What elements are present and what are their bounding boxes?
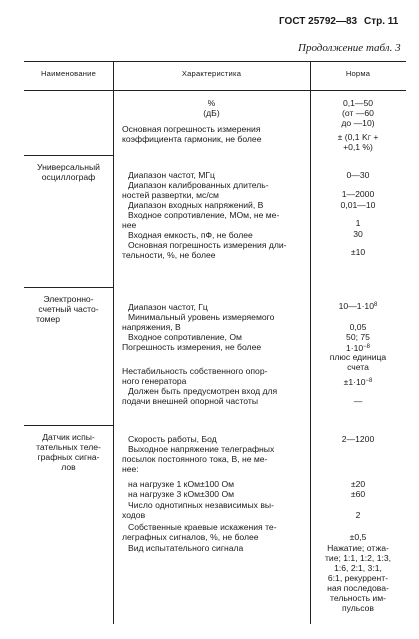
norm-gen-signal-3: 1:6, 2:1, 3:1, [334, 563, 382, 573]
norm-gen-signal-7: пульсов [342, 603, 374, 613]
char-percent: % [207, 98, 216, 108]
name-generator-2: тательных теле- [36, 442, 101, 452]
norm-counter-frequency: $10—1\cdot 10^8$ [338, 301, 378, 311]
char-counter-stability-2: ного генератора [122, 376, 187, 386]
norm-gen-distortion: ±0,5 [349, 532, 367, 542]
norm-osc-frequency: 0—30 [346, 170, 370, 180]
char-gen-voltage-2: посылок постоянного тока, В, не ме- [122, 454, 268, 464]
char-counter-frequency: Диапазон частот, Гц [128, 302, 208, 312]
column-header-characteristic: Характеристика [181, 69, 242, 78]
char-gen-signal-type: Вид испытательного сигнала [128, 543, 244, 553]
name-oscilloscope-2: осциллограф [41, 172, 96, 182]
norm-osc-error: ±10 [350, 247, 366, 257]
char-counter-level-2: напряжения, В [122, 322, 181, 332]
norm-counter-voltage: 0,05 [349, 322, 367, 332]
norm-osc-sweep: 1—2000 [341, 189, 375, 199]
norm-gen-load-1k: ±20 [350, 479, 366, 489]
norm-gen-outputs: 2 [355, 510, 361, 520]
char-gen-load-3k: на нагрузке 3 кОм±300 Ом [128, 489, 235, 499]
char-counter-stability-1: Нестабильность собственного опор- [122, 366, 268, 376]
standard-number: ГОСТ 25792—83 [279, 16, 358, 27]
norm-osc-capacitance: 30 [353, 229, 363, 239]
char-osc-resistance-1: Входное сопротивление, МОм, не ме- [128, 210, 280, 220]
char-osc-error-2: тельности, %, не более [122, 250, 216, 260]
char-osc-sweep-2: ностей развертки, мс/см [122, 190, 219, 200]
name-oscilloscope-1: Универсальный [37, 162, 100, 172]
char-harmonic-error-1: Основная погрешность измерения [122, 124, 261, 134]
norm-harmonic-error-1: ± (0,1 KГ + [337, 132, 379, 142]
char-db: (дБ) [203, 108, 220, 118]
norm-counter-accuracy: $1\cdot 10^{-8}$ [345, 343, 371, 353]
name-counter-2: счетный часто- [38, 304, 99, 314]
char-counter-level-1: Минимальный уровень измеряемого [128, 312, 275, 322]
char-osc-voltage: Диапазон входных напряжений, В [128, 200, 264, 210]
norm-gen-signal-2: тие; 1:1, 1:2, 1:3, [324, 553, 392, 563]
norm-range-to: до —10) [341, 118, 375, 128]
char-gen-outputs-2: ходов [122, 510, 146, 520]
char-counter-input-2: подачи внешней опорной частоты [122, 396, 259, 406]
char-osc-error-1: Основная погрешность измерения дли- [128, 240, 287, 250]
char-gen-voltage-1: Выходное напряжение телеграфных [128, 444, 275, 454]
column-divider-1 [113, 61, 114, 624]
norm-range: 0,1—50 [342, 98, 374, 108]
char-counter-accuracy: Погрешность измерения, не более [122, 342, 262, 352]
name-generator-4: лов [61, 462, 76, 472]
name-counter-1: Электронно- [43, 294, 94, 304]
name-generator-1: Датчик испы- [42, 432, 95, 442]
norm-counter-plus-unit-1: плюс единица [329, 352, 387, 362]
norm-gen-signal-5: ная последова- [327, 583, 389, 593]
norm-osc-resistance: 1 [355, 218, 361, 228]
page-number: Стр. 11 [364, 16, 399, 27]
table-top-rule [24, 61, 406, 62]
name-generator-3: графных сигна- [37, 452, 100, 462]
char-osc-sweep-1: Диапазон калиброванных длитель- [128, 180, 269, 190]
row-separator-1 [24, 155, 113, 156]
char-gen-outputs-1: Число однотипных независимых вы- [128, 500, 274, 510]
norm-counter-input: — [353, 396, 363, 406]
norm-gen-load-3k: ±60 [350, 489, 366, 499]
char-gen-voltage-3: нее: [122, 464, 139, 474]
row-separator-2 [24, 287, 113, 288]
norm-gen-signal-4: 6:1, рекуррент- [327, 573, 389, 583]
char-gen-distortion-2: леграфных сигналов, %, не более [122, 532, 259, 542]
char-harmonic-error-2: коэффициента гармоник, не более [122, 134, 262, 144]
row-separator-3 [24, 425, 113, 426]
norm-gen-speed: 2—1200 [341, 434, 375, 444]
char-gen-speed: Скорость работы, Бод [128, 434, 217, 444]
char-counter-input-1: Должен быть предусмотрен вход для [128, 386, 278, 396]
norm-harmonic-error-2: +0,1 %) [343, 142, 373, 152]
char-osc-frequency: Диапазон частот, МГц [128, 170, 215, 180]
norm-osc-voltage: 0,01—10 [340, 200, 376, 210]
norm-gen-signal-6: тельность им- [329, 593, 387, 603]
norm-counter-plus-unit-2: счета [347, 362, 369, 372]
char-gen-distortion-1: Собственные краевые искажения те- [128, 522, 277, 532]
norm-range-from: (от —60 [342, 108, 374, 118]
char-osc-resistance-2: нее [122, 220, 137, 230]
char-osc-capacitance: Входная емкость, пФ, не более [128, 230, 253, 240]
norm-counter-stability: $\pm 1\cdot 10^{-8}$ [343, 377, 373, 387]
table-continuation-label: Продолжение табл. 3 [298, 42, 401, 54]
norm-gen-signal-1: Нажатие; отжа- [327, 543, 389, 553]
table-header-rule [24, 90, 406, 91]
norm-counter-resistance: 50; 75 [346, 332, 370, 342]
char-gen-load-1k: на нагрузке 1 кОм±100 Ом [128, 479, 235, 489]
column-header-norm: Норма [345, 69, 371, 78]
char-counter-resistance: Входное сопротивление, Ом [128, 332, 242, 342]
name-counter-3: томер [36, 314, 61, 324]
column-header-name: Наименование [40, 69, 97, 78]
